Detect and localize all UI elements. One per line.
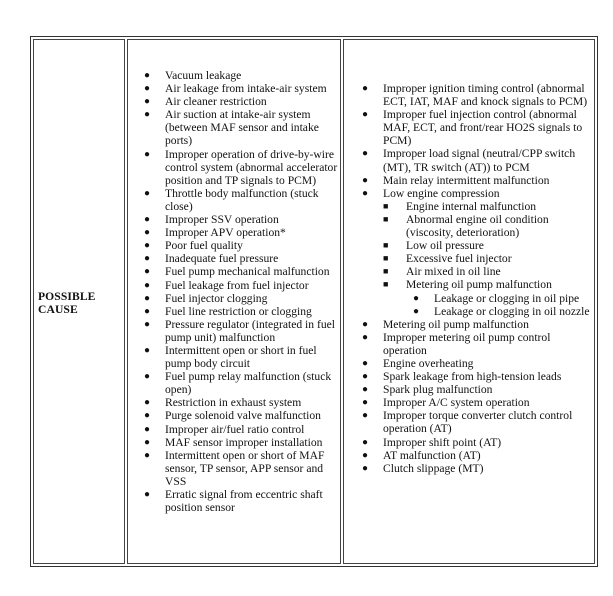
list-item: ● Spark plug malfunction: [362, 383, 493, 397]
bullet-icon: ●: [362, 462, 369, 474]
bullet-icon: ●: [144, 305, 151, 317]
sub-list-item: ■ Metering oil pump malfunction: [383, 278, 552, 292]
bullet-icon: ●: [362, 187, 369, 199]
list-item: ● Throttle body malfunction (stuck close): [144, 186, 319, 213]
cause-table: [30, 36, 598, 567]
left-cause-list: [142, 69, 340, 514]
list-item: ● Improper ignition timing control (abnormal ECT, IAT, MAF and knock signals to PCM): [362, 82, 588, 109]
bullet-icon: ●: [362, 449, 369, 461]
bullet-icon: ●: [144, 148, 151, 160]
list-item: ● Poor fuel quality: [144, 239, 243, 253]
bullet-icon: ●: [413, 305, 420, 317]
bullet-icon: ●: [144, 187, 151, 199]
list-item: ● Purge solenoid valve malfunction: [144, 409, 321, 423]
right-cause-list: [360, 82, 592, 475]
bullet-icon: ●: [362, 384, 369, 396]
list-item: ● Improper SSV operation: [144, 213, 279, 227]
list-item: ● Intermittent open or short in fuel pump body circuit: [144, 343, 317, 371]
list-item: ● Fuel pump mechanical malfunction: [144, 265, 330, 279]
list-item: ● Spark leakage from high-tension leads: [362, 370, 562, 384]
bullet-icon: ●: [144, 423, 151, 435]
bullet-icon: ●: [144, 240, 151, 252]
list-item: ● Air leakage from intake-air system: [144, 82, 327, 96]
bullet-icon: ●: [362, 148, 369, 160]
list-item: ● Air cleaner restriction: [144, 95, 267, 109]
bullet-icon: ●: [144, 436, 151, 448]
list-item: ● Restriction in exhaust system: [144, 396, 302, 410]
list-item: ● Improper load signal (neutral/CPP switch (MT), TR switch (AT)) to PCM: [362, 147, 576, 174]
bullet-icon: ●: [144, 253, 151, 265]
bullet-icon: ●: [144, 227, 151, 239]
sub-list-item: ■ Engine internal malfunction: [383, 199, 537, 213]
list-item: ● Engine overheating: [362, 356, 474, 370]
bullet-icon: ●: [362, 318, 369, 330]
bullet-icon: ●: [362, 174, 369, 186]
bullet-icon: ●: [362, 436, 369, 448]
sub-list-item: ■ Abnormal engine oil condition (viscosity, deterioration): [383, 212, 549, 240]
bullet-icon: ●: [144, 109, 151, 121]
bullet-icon: ●: [144, 292, 151, 304]
bullet-icon: ●: [362, 397, 369, 409]
bullet-icon: ●: [144, 214, 151, 226]
list-item: ● Inadequate fuel pressure: [144, 252, 279, 266]
square-bullet-icon: ■: [383, 279, 389, 290]
square-bullet-icon: ■: [383, 240, 389, 251]
list-item: ● Improper shift point (AT): [362, 435, 502, 449]
list-item: ● Improper A/C system operation: [362, 396, 530, 410]
list-item: ● Improper fuel injection control (abnormal MAF, ECT, and front/rear HO2S signals to PCM): [362, 108, 583, 148]
right-causes-cell: [343, 39, 595, 564]
list-item: ● Improper metering oil pump control operation: [362, 330, 551, 357]
sub-sub-list-item: ● Leakage or clogging in oil nozzle: [413, 304, 590, 318]
list-item: ● Fuel leakage from fuel injector: [144, 278, 309, 292]
square-bullet-icon: ■: [383, 200, 389, 211]
sub-list-item: ■ Low oil pressure: [383, 239, 484, 253]
possible-cause-label: POSSIBLE CAUSE: [38, 290, 96, 316]
list-item: ● AT malfunction (AT): [362, 448, 481, 462]
bullet-icon: ●: [144, 410, 151, 422]
bullet-icon: ●: [144, 96, 151, 108]
bullet-icon: ●: [362, 109, 369, 121]
bullet-icon: ●: [144, 279, 151, 291]
bullet-icon: ●: [362, 83, 369, 94]
square-bullet-icon: ■: [383, 213, 389, 224]
bullet-icon: ●: [362, 357, 369, 369]
list-item: ● Improper air/fuel ratio control: [144, 422, 305, 436]
bullet-icon: ●: [144, 371, 151, 383]
bullet-icon: ●: [362, 371, 369, 383]
sub-list-item: ■ Excessive fuel injector: [383, 252, 512, 266]
sub-list-item: ■ Air mixed in oil line: [383, 265, 501, 279]
bullet-icon: ●: [144, 489, 151, 500]
list-item: ● Clutch slippage (MT): [362, 461, 484, 475]
square-bullet-icon: ■: [383, 253, 389, 264]
bullet-icon: ●: [144, 83, 151, 95]
list-item: ● Improper torque converter clutch control operation (AT): [362, 409, 573, 436]
bullet-icon: ●: [144, 449, 151, 461]
list-item: ● Vacuum leakage: [144, 69, 242, 82]
list-item: ● Erratic signal from eccentric shaft position sensor: [144, 488, 323, 515]
bullet-icon: ●: [144, 397, 151, 409]
list-item: ● Metering oil pump malfunction: [362, 317, 529, 331]
list-item: ● Fuel pump relay malfunction (stuck open): [144, 370, 332, 397]
bullet-icon: ●: [362, 410, 369, 422]
bullet-icon: ●: [144, 318, 151, 330]
bullet-icon: ●: [144, 266, 151, 278]
square-bullet-icon: ■: [383, 266, 389, 277]
list-item: ● Air suction at intake-air system (between MAF sensor and intake ports): [144, 108, 319, 148]
label-cell: [33, 39, 125, 564]
list-item: ● Intermittent open or short of MAF sensor, TP sensor, APP sensor and VSS: [144, 448, 325, 488]
list-item: ● Improper APV operation*: [144, 226, 286, 240]
list-item: ● Fuel injector clogging: [144, 291, 268, 305]
list-item: ● Pressure regulator (integrated in fuel pump unit) malfunction: [144, 317, 335, 344]
list-item: ● Improper operation of drive-by-wire control system (abnormal accelerator position and TP signals to PCM): [144, 147, 338, 187]
list-item: ● Fuel line restriction or clogging: [144, 304, 312, 318]
list-item: ● Main relay intermittent malfunction: [362, 173, 550, 187]
bullet-icon: ●: [413, 292, 420, 304]
left-causes-cell: [127, 39, 341, 564]
bullet-icon: ●: [362, 331, 369, 343]
list-item: ● MAF sensor improper installation: [144, 435, 323, 449]
list-item: ● Low engine compression: [362, 186, 500, 200]
bullet-icon: ●: [144, 344, 151, 356]
sub-sub-list-item: ● Leakage or clogging in oil pipe: [413, 291, 580, 305]
bullet-icon: ●: [144, 70, 151, 81]
